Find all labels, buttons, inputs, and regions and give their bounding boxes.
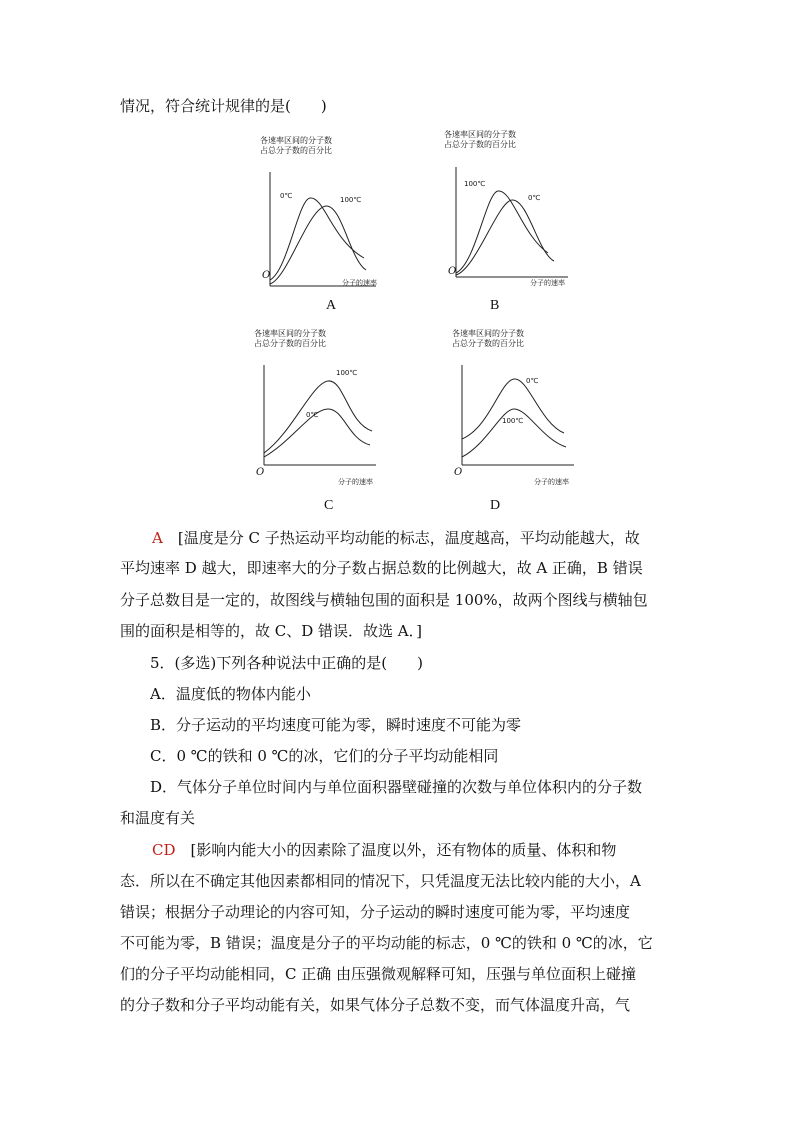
x-axis-label: 分子的速率 — [342, 279, 377, 287]
y-header-line2: 占总分子数的百分比 — [452, 339, 524, 348]
origin-label: O — [262, 270, 271, 281]
caption-d: D — [490, 498, 501, 513]
origin-label: O — [256, 467, 265, 478]
answer4-line4: 围的面积是相等的，故 C、D 错误．故选 A．] — [120, 622, 422, 640]
curve-100c — [456, 191, 548, 273]
y-header-line1: 各速率区间的分子数 — [452, 329, 524, 338]
option-c: C．0 ℃的铁和 0 ℃的冰，它们的分子平均动能相同 — [150, 747, 499, 765]
answer4-line3: 分子总数目是一定的，故图线与横轴包围的面积是 100%，故两个图线与横轴包 — [120, 591, 648, 609]
caption-c: C — [324, 498, 334, 513]
curve-100c — [270, 206, 366, 284]
y-axis-header — [260, 136, 332, 156]
y-header-line1: 各速率区间的分子数 — [444, 130, 516, 139]
option-d: D．气体分子单位时间内与单位面积器壁碰撞的次数与单位体积内的分子数 — [150, 778, 643, 796]
y-header-line1: 各速率区间的分子数 — [254, 329, 326, 338]
answer5-line2: 态．所以在不确定其他因素都相同的情况下，只凭温度无法比较内能的大小，A — [120, 872, 641, 890]
x-axis-label: 分子的速率 — [530, 279, 565, 287]
answer5-line3: 错误；根据分子动理论的内容可知，分子运动的瞬时速度可能为零，平均速度 — [120, 903, 631, 921]
label-100c: 100℃ — [340, 196, 362, 204]
answer5-line6: 的分子数和分子平均动能有关，如果气体分子总数不变，而气体温度升高，气 — [120, 996, 631, 1014]
figure-d — [450, 325, 580, 520]
y-header-line1: 各速率区间的分子数 — [260, 136, 332, 145]
curve-0c — [456, 200, 554, 275]
y-header-line2: 占总分子数的百分比 — [260, 146, 332, 155]
answer5-line1 — [152, 840, 616, 860]
label-0c: 0℃ — [306, 411, 319, 419]
answer5-line4: 不可能为零，B 错误；温度是分子的平均动能的标志，0 ℃的铁和 0 ℃的冰，它 — [120, 934, 653, 952]
y-axis-header — [444, 130, 516, 150]
answer4-line2: 平均速率 D 越大，即速率大的分子数占据总数的比例越大，故 A 正确，B 错误 — [120, 559, 643, 577]
y-axis-header — [452, 329, 524, 349]
y-header-line2: 占总分子数的百分比 — [444, 140, 516, 149]
answer4-key: A — [152, 529, 163, 547]
figure-c — [252, 325, 382, 520]
x-axis-label: 分子的速率 — [338, 478, 373, 486]
answer5-line5: 们的分子平均动能相同，C 正确 由压强微观解释可知，压强与单位面积上碰撞 — [120, 965, 637, 983]
question4-intro: 情况，符合统计规律的是( ) — [120, 97, 327, 115]
figure-b — [442, 130, 572, 320]
answer5-text: [影响内能大小的因素除了温度以外，还有物体的质量、体积和物 — [190, 841, 617, 859]
figure-a — [258, 130, 378, 320]
label-100c: 100℃ — [502, 417, 524, 425]
y-header-line2: 占总分子数的百分比 — [254, 339, 326, 348]
origin-label: O — [448, 266, 457, 277]
question5-stem: 5．(多选)下列各种说法中正确的是( ) — [150, 654, 423, 672]
answer4-line1 — [152, 528, 640, 548]
x-axis-label: 分子的速率 — [534, 478, 569, 486]
caption-b: B — [490, 298, 500, 313]
label-0c: 0℃ — [526, 377, 539, 385]
option-b: B．分子运动的平均速度可能为零，瞬时速度不可能为零 — [150, 716, 522, 734]
origin-label: O — [454, 467, 463, 478]
curve-0c — [270, 198, 364, 280]
option-d-continued: 和温度有关 — [120, 809, 196, 827]
caption-a: A — [326, 298, 337, 313]
answer4-text: [温度是分 C 子热运动平均动能的标志，温度越高，平均动能越大，故 — [177, 529, 640, 547]
label-100c: 100℃ — [464, 180, 486, 188]
option-a: A．温度低的物体内能小 — [150, 685, 311, 703]
label-0c: 0℃ — [528, 194, 541, 202]
label-0c: 0℃ — [280, 192, 293, 200]
label-100c: 100℃ — [336, 369, 358, 377]
y-axis-header — [254, 329, 326, 349]
answer5-key: CD — [152, 841, 176, 859]
